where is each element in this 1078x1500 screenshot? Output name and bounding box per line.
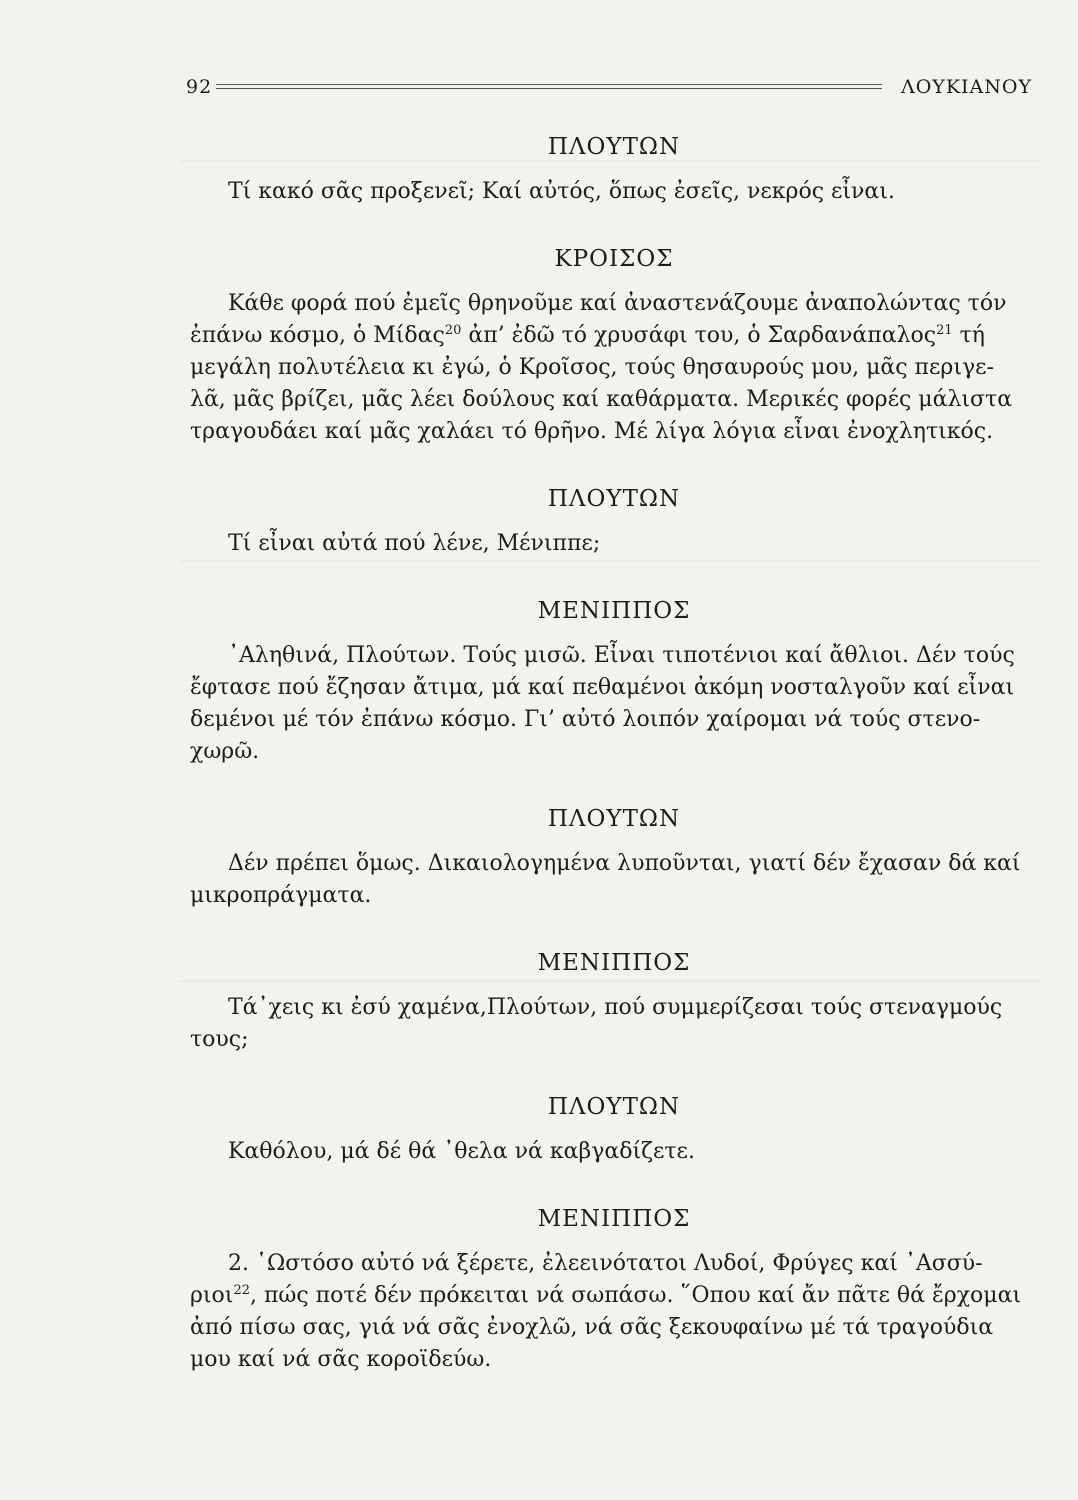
text-fragment: , πώς ποτέ δέν πρόκειται νά σωπάσω. ῞Οπου καί ἄν πᾶτε θά ἔρχομαι <box>249 1283 1022 1308</box>
speaker-name: ΜΕΝΙΠΠΟΣ <box>537 950 691 976</box>
text-line: τους; <box>190 1027 249 1052</box>
text-line <box>190 320 1038 352</box>
text-line: Καθόλου, μά δέ θά ᾿θελα νά καβγαδίζετε. <box>228 1139 695 1164</box>
speech-paragraph <box>190 1248 1038 1376</box>
text-fragment: ἀπ’ ἐδῶ τό χρυσάφι του, ὁ Σαρδανάπαλος <box>461 323 937 348</box>
footnote-ref[interactable]: 21 <box>936 323 953 338</box>
footnote-ref[interactable]: 20 <box>444 323 462 338</box>
text-line: τραγουδάει καί μᾶς χαλάει τό θρῆνο. Μέ λίγα λόγια εἶναι ἐνοχλητικός. <box>190 419 994 444</box>
text-line: δεμένοι μέ τόν ἐπάνω κόσμο. Γι’ αὐτό λοιπόν χαίρομαι νά τούς στενο- <box>190 707 981 732</box>
speaker-name: ΜΕΝΙΠΠΟΣ <box>537 1206 691 1232</box>
text-fragment: ριοι <box>190 1283 234 1308</box>
text-line: 2. ῾Ωστόσο αὐτό νά ξέρετε, ἐλεεινότατοι Λυδοί, Φρύγες καί ᾿Ασσύ- <box>228 1251 983 1276</box>
text-line: ἀπό πίσω σας, γιά νά σᾶς ἐνοχλῶ, νά σᾶς ξεκουφαίνω μέ τά τραγούδια <box>190 1315 994 1340</box>
text-line: μεγάλη πολυτέλεια κι ἐγώ, ὁ Κροῖσος, τούς θησαυρούς μου, μᾶς περιγε- <box>190 355 994 380</box>
text-line: Δέν πρέπει ὅμως. Δικαιολογημένα λυποῦνται, γιατί δέν ἔχασαν δά καί <box>228 851 1021 876</box>
speech-paragraph <box>190 992 1038 1056</box>
header-rule <box>216 84 882 89</box>
text-line: μικροπράγματα. <box>190 883 372 908</box>
speech-paragraph <box>190 1136 1038 1168</box>
text-fragment: τή <box>952 323 985 348</box>
text-line: ᾿Αληθινά, Πλούτων. Τούς μισῶ. Εἶναι τιποτένιοι καί ἄθλιοι. Δέν τούς <box>228 643 1015 668</box>
page-number: 92 <box>186 76 213 98</box>
speaker-name: ΠΛΟΥΤΩΝ <box>547 1094 681 1120</box>
text-line: Τί εἶναι αὐτά πού λένε, Μένιππε; <box>228 531 601 556</box>
speaker-name: ΚΡΟΙΣΟΣ <box>554 246 674 272</box>
footnote-ref[interactable]: 22 <box>233 1283 250 1298</box>
speaker-name: ΠΛΟΥΤΩΝ <box>547 134 681 160</box>
text-line: μου καί νά σᾶς κοροϊδεύω. <box>190 1347 492 1372</box>
text-line: Τί κακό σᾶς προξενεῖ; Καί αὐτός, ὅπως ἐσεῖς, νεκρός εἶναι. <box>228 179 895 204</box>
text-line <box>190 1280 1038 1312</box>
speaker-name: ΜΕΝΙΠΠΟΣ <box>537 598 691 624</box>
running-title: ΛΟΥΚΙΑΝΟΥ <box>900 76 1032 98</box>
dialogue-body <box>190 132 1038 1412</box>
speech-paragraph <box>190 640 1038 768</box>
speech-paragraph <box>190 848 1038 912</box>
speaker-name: ΠΛΟΥΤΩΝ <box>547 486 681 512</box>
text-line: Τά᾿χεις κι ἐσύ χαμένα,Πλούτων, πού συμμερίζεσαι τούς στεναγμούς <box>228 995 1003 1020</box>
text-line: Κάθε φορά πού ἐμεῖς θρηνοῦμε καί ἀναστενάζουμε ἀναπολώντας τόν <box>228 291 1007 316</box>
speech-paragraph <box>190 528 1038 560</box>
text-fragment: ἐπάνω κόσμο, ὁ Μίδας <box>190 323 445 348</box>
speaker-name: ΠΛΟΥΤΩΝ <box>547 806 681 832</box>
text-line: ἔφτασε πού ἔζησαν ἄτιμα, μά καί πεθαμένοι ἀκόμη νοσταλγοῦν καί εἶναι <box>190 675 1015 700</box>
speech-paragraph <box>190 288 1038 448</box>
text-line: χωρῶ. <box>190 739 260 764</box>
text-line: λᾶ, μᾶς βρίζει, μᾶς λέει δούλους καί καθάρματα. Μερικές φορές μάλιστα <box>190 387 1013 412</box>
running-header <box>186 72 1032 104</box>
speech-paragraph <box>190 176 1038 208</box>
